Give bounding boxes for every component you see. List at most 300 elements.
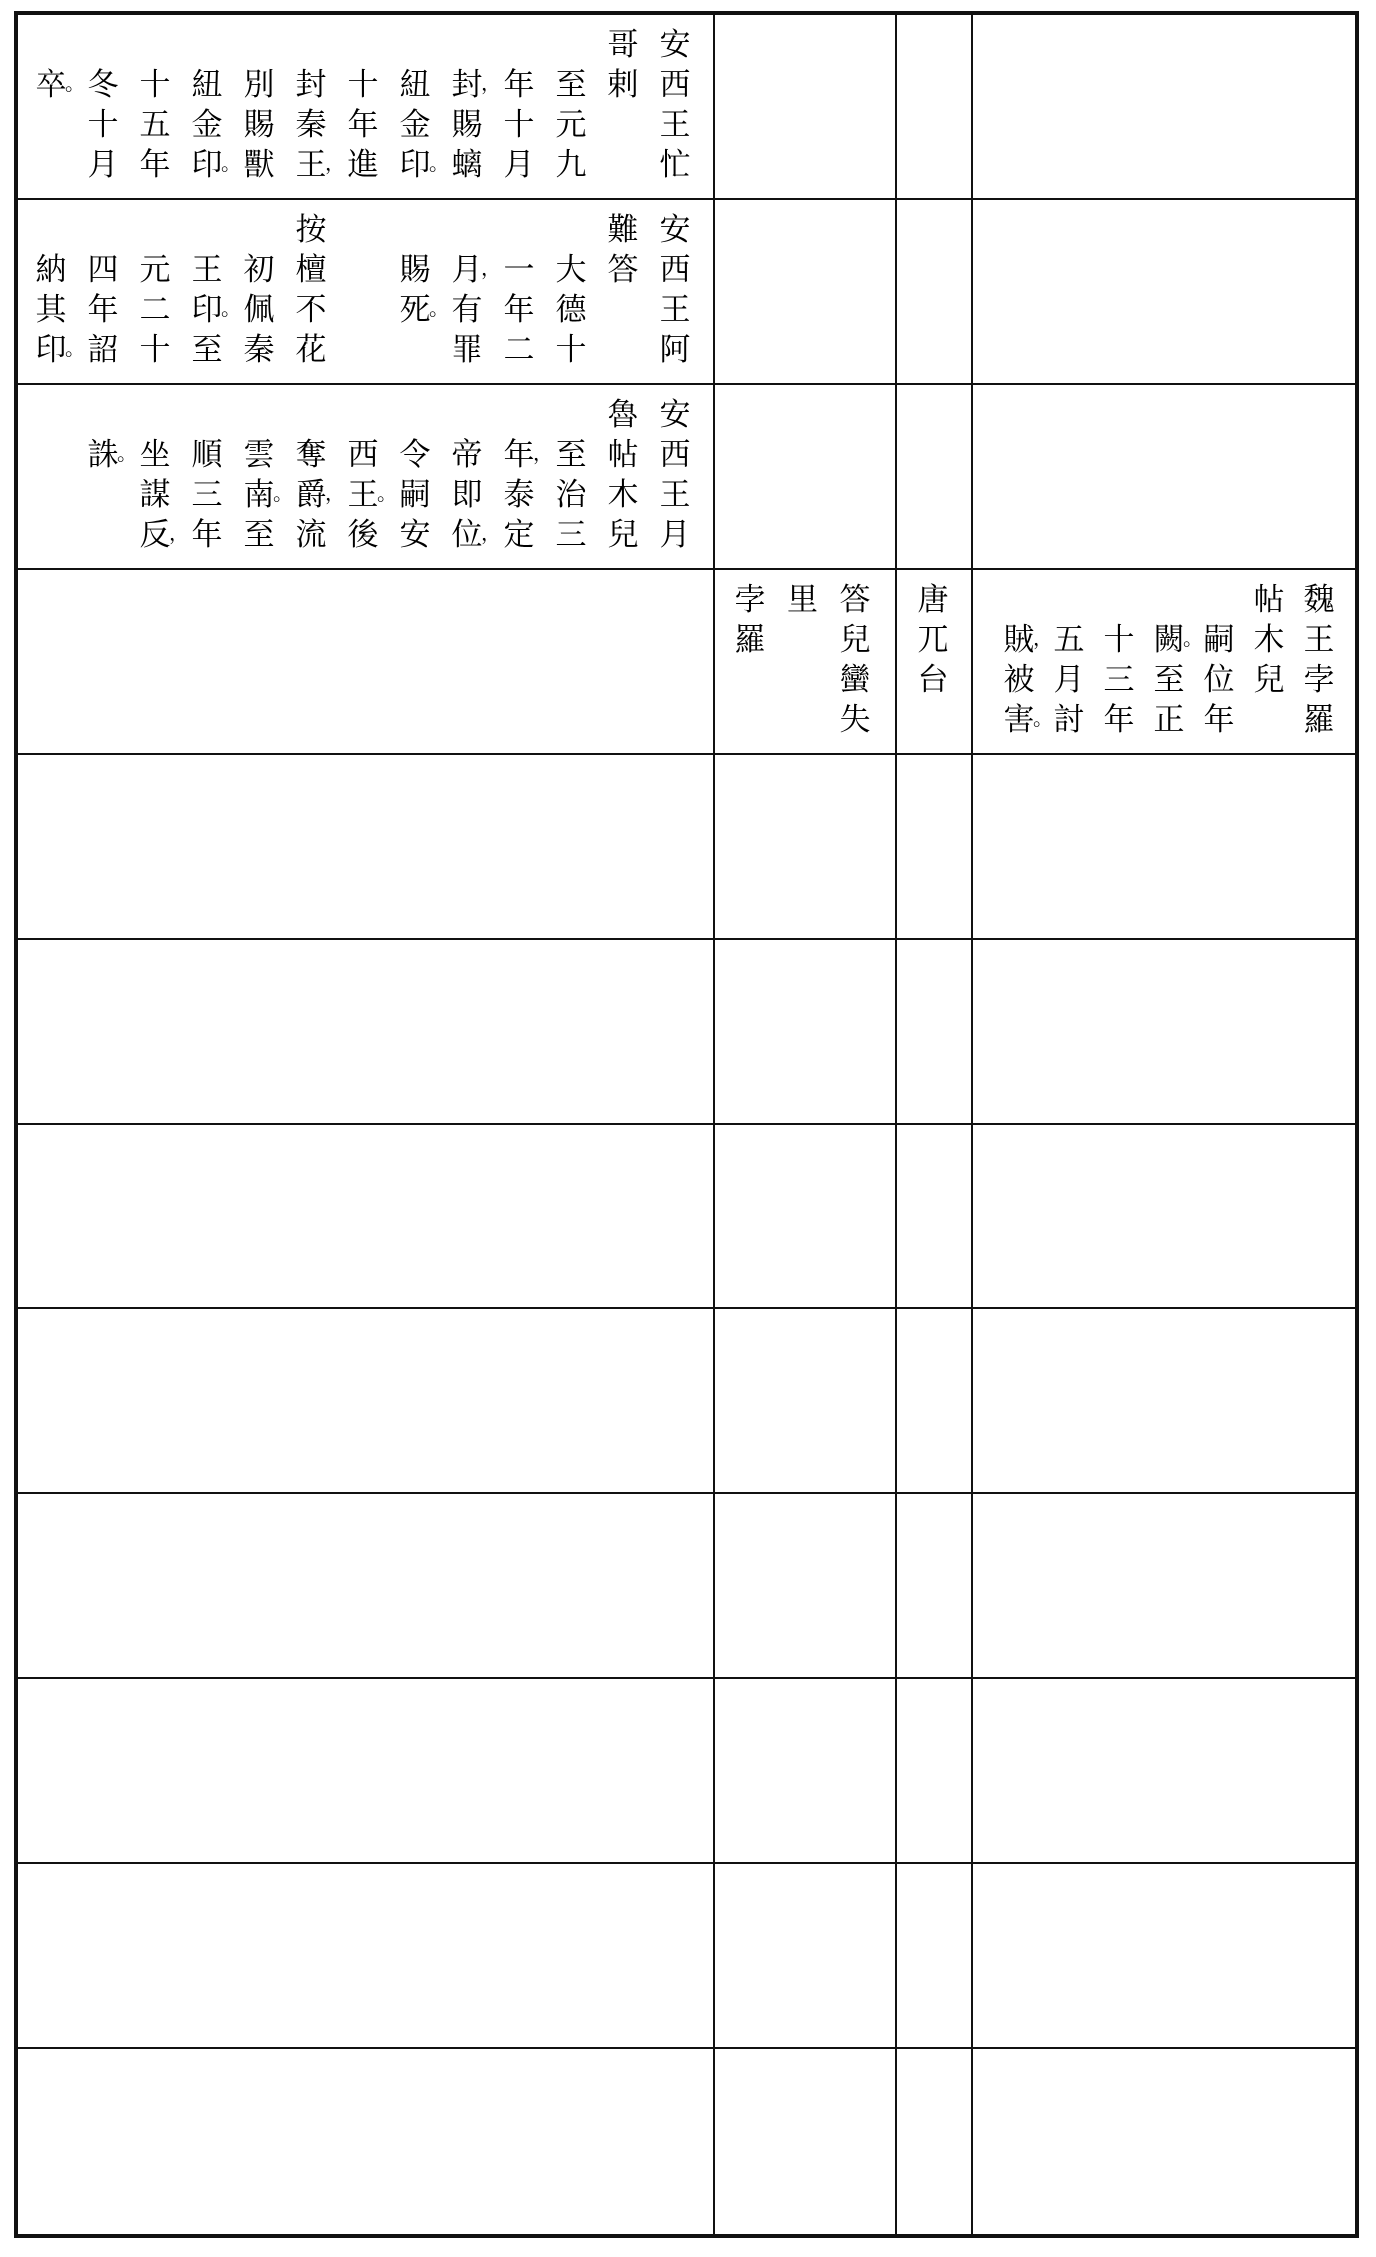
character-slot [551,475,591,515]
character: 年 [503,67,535,103]
character: 死 [399,291,431,328]
character: 正 [1153,701,1185,738]
character: 十 [555,331,587,368]
character: 四 [87,251,119,288]
character: 十 [87,107,119,143]
punctuation-mark: 。 [65,71,85,95]
character-slot [135,330,175,370]
character: 元 [139,251,171,288]
name-column [603,395,643,555]
character-slot [655,435,695,475]
character-slot [499,330,539,370]
character-slot [135,475,175,515]
character: 唐 [917,581,949,618]
character-slot [603,25,643,65]
punctuation-mark: ， [533,440,553,465]
character: 順 [191,436,223,473]
text-column [1149,620,1203,740]
character-slot [499,105,539,145]
character: 三 [1103,661,1135,698]
character-slot [499,145,539,185]
character: 年 [87,291,119,328]
name-column [730,580,770,660]
character: 討 [1053,701,1085,738]
name-column [835,580,875,740]
character-slot [343,475,397,515]
character: 安 [399,516,431,553]
table-cell [897,1679,973,1864]
character-slot [187,330,227,370]
character-slot [447,290,487,330]
character-slot [551,435,591,475]
table-cell [897,755,973,940]
table-cell [18,940,715,1125]
character-slot [343,515,383,555]
table-cell [973,570,1355,755]
table-cell [715,1864,897,2049]
character: 哥 [607,27,639,63]
character-slot [135,105,175,145]
punctuation-mark: ， [325,480,345,505]
character: 爵 [295,476,327,513]
punctuation-mark: 。 [1033,705,1053,730]
character-slot [551,250,591,290]
character-slot [395,145,449,185]
character: 賜 [243,107,275,143]
character: 大 [555,251,587,288]
table-cell [973,1494,1355,1679]
table-cell [897,570,973,755]
text-column [1199,620,1239,740]
character: 孛 [734,581,766,618]
punctuation-mark: 。 [117,440,137,465]
text-column [239,435,293,555]
table-cell [18,200,715,385]
table-cell [18,755,715,940]
text-column [291,65,345,185]
character: 王 [659,107,691,143]
character: 答 [839,581,871,618]
name-column [1249,580,1289,700]
character-slot [551,65,591,105]
punctuation-mark: 。 [221,295,241,320]
character: 安 [659,396,691,433]
character-slot [239,145,279,185]
character-slot [31,250,71,290]
character: 王 [659,476,691,513]
character-slot [187,435,227,475]
character-slot [83,65,123,105]
name-column [1299,580,1339,740]
name-column [603,210,643,290]
character: 十 [503,107,535,143]
character: 害 [1003,701,1035,738]
character-slot [187,515,227,555]
character: 嗣 [1203,621,1235,658]
table-cell [897,1309,973,1494]
character: 王 [1303,621,1335,658]
punctuation-mark: ， [481,520,501,545]
table-cell [715,570,897,755]
character-slot [187,105,227,145]
character-slot [291,435,331,475]
character-slot [83,145,123,185]
punctuation-mark: 。 [65,335,85,360]
character-slot [447,145,487,185]
character-slot [499,290,539,330]
character-slot [395,515,435,555]
character: 南 [243,476,275,513]
text-column [447,65,501,185]
character-slot [291,290,331,330]
punctuation-mark: 。 [377,480,397,505]
character-slot [395,290,449,330]
character-slot [83,435,137,475]
character: 木 [607,476,639,513]
text-column [187,250,241,370]
character: 年 [191,516,223,553]
character-slot [447,65,501,105]
character: 五 [139,107,171,143]
punctuation-mark: 。 [429,295,449,320]
character: 魯 [607,396,639,433]
punctuation-mark: ， [1033,625,1053,650]
character: 王 [347,476,379,513]
character-slot [1199,700,1239,740]
character: 秦 [295,107,327,143]
character-slot [835,580,875,620]
character: 西 [347,436,379,473]
character: 謀 [139,476,171,513]
character-slot [551,330,591,370]
table-cell [18,1679,715,1864]
character: 闕 [1153,621,1185,658]
character: 納 [35,251,67,288]
character-slot [835,620,875,660]
character-slot [187,475,227,515]
character-slot [655,145,695,185]
character-slot [239,475,293,515]
character: 失 [839,701,871,738]
character: 安 [659,211,691,248]
punctuation-mark: 。 [429,151,449,175]
character-slot [499,435,553,475]
character: 螭 [451,147,483,183]
character: 阿 [659,331,691,368]
character-slot [603,65,643,105]
character-slot [1049,620,1089,660]
character-slot [83,250,123,290]
table-cell [973,2049,1355,2234]
character: 印 [191,147,223,183]
character-slot [187,65,227,105]
character-slot [1099,660,1139,700]
character: 羅 [1303,701,1335,738]
character: 帖 [607,436,639,473]
character-slot [291,330,331,370]
character-slot [135,250,175,290]
character: 位 [1203,661,1235,698]
character-slot [999,660,1039,700]
character-slot [291,145,345,185]
character-slot [135,515,189,555]
character: 秦 [243,331,275,368]
character: 兒 [839,621,871,658]
character-slot [655,250,695,290]
character-slot [655,475,695,515]
character: 帖 [1253,581,1285,618]
table-cell [18,1864,715,2049]
character: 月 [659,516,691,553]
character: 十 [1103,621,1135,658]
character: 紐 [191,67,223,103]
character-slot [239,65,279,105]
character-slot [31,330,85,370]
text-column [135,65,175,185]
character-slot [291,65,331,105]
table-cell [715,15,897,200]
character: 月 [87,147,119,183]
table-cell [973,940,1355,1125]
character-slot [239,330,279,370]
character: 冬 [87,67,119,103]
character-slot [655,395,695,435]
character-slot [603,395,643,435]
character-slot [291,515,331,555]
character: 王 [295,147,327,183]
character-slot [1249,660,1289,700]
character: 一 [503,251,535,288]
character: 令 [399,436,431,473]
character-slot [291,210,331,250]
character-slot [551,105,591,145]
character-slot [395,65,435,105]
table-cell [18,570,715,755]
text-column [31,65,85,105]
character-slot [83,290,123,330]
character: 至 [243,516,275,553]
character: 嗣 [399,476,431,513]
character: 泰 [503,476,535,513]
table-cell [897,1864,973,2049]
character-slot [187,145,241,185]
character: 位 [451,516,483,553]
table-cell [973,1309,1355,1494]
table-cell [18,385,715,570]
character-slot [239,435,279,475]
text-column [187,65,241,185]
character: 三 [191,476,223,513]
table-cell [973,200,1355,385]
character: 至 [555,67,587,103]
name-column [655,210,695,370]
character-slot [343,435,383,475]
character: 里 [787,581,818,618]
character-slot [835,700,875,740]
character-slot [291,250,331,290]
character: 有 [451,291,483,328]
character-slot [913,620,953,660]
character-slot [291,475,345,515]
character: 年 [1203,701,1235,738]
character-slot [603,515,643,555]
character-slot [83,330,123,370]
character-slot [1199,660,1239,700]
character: 印 [191,291,223,328]
table-cell [897,940,973,1125]
character: 十 [139,331,171,368]
text-column [499,250,539,370]
character: 治 [555,476,587,513]
table-cell [897,1494,973,1679]
text-column [187,435,227,555]
character: 至 [191,331,223,368]
character-slot [343,105,383,145]
character: 獸 [243,147,275,183]
character-slot [135,145,175,185]
table-cell [715,2049,897,2234]
character: 忙 [659,147,691,183]
text-column [499,65,539,185]
table-cell [715,200,897,385]
text-column [551,65,591,185]
character-slot [913,580,953,620]
table-cell [715,1309,897,1494]
character-slot [447,435,487,475]
text-column [999,620,1053,740]
character-slot [1299,620,1339,660]
genealogy-table [14,11,1359,2238]
character-slot [1299,660,1339,700]
character: 初 [243,251,275,288]
text-column [1049,620,1089,740]
character: 雲 [243,436,275,473]
character: 賊 [1003,621,1035,658]
character-slot [551,145,591,185]
character-slot [1149,660,1189,700]
table-cell [715,1679,897,1864]
table-cell [18,1125,715,1310]
character-slot [499,250,539,290]
character: 封 [451,67,483,103]
character: 兒 [607,516,639,553]
name-column [291,210,331,370]
character: 坐 [139,436,171,473]
table-cell [715,940,897,1125]
character: 佩 [243,291,275,328]
character: 即 [451,476,483,513]
punctuation-mark: 。 [1183,625,1203,650]
character: 年 [503,436,535,473]
table-cell [18,15,715,200]
table-cell [18,1309,715,1494]
character-slot [655,210,695,250]
character-slot [730,580,770,620]
character: 二 [503,331,535,368]
text-column [239,250,279,370]
character: 剌 [607,67,639,103]
text-column [447,250,501,370]
character: 流 [295,516,327,553]
character: 月 [503,147,535,183]
punctuation-mark: 。 [221,151,241,175]
character: 紐 [399,67,431,103]
character: 三 [555,516,587,553]
character: 罪 [451,331,483,368]
character-slot [1149,620,1203,660]
character: 金 [191,107,223,143]
character-slot [31,290,71,330]
character: 兒 [1253,661,1285,698]
character-slot [603,250,643,290]
character-slot [1049,660,1089,700]
table-cell [18,2049,715,2234]
character: 兀 [917,621,949,658]
character-slot [187,290,241,330]
character-slot [395,475,435,515]
character: 年 [1103,701,1135,738]
character-slot [603,210,643,250]
name-column [655,25,695,185]
character: 年 [347,107,379,143]
character-slot [395,435,435,475]
name-column [603,25,643,105]
character: 別 [243,67,275,103]
character-slot [1299,700,1339,740]
character-slot [1249,580,1289,620]
character: 金 [399,107,431,143]
character: 五 [1053,621,1085,658]
character-slot [239,250,279,290]
text-column [343,435,397,555]
character: 封 [295,67,327,103]
character: 月 [451,251,483,288]
table-cell [897,2049,973,2234]
character: 反 [139,516,171,553]
text-column [135,250,175,370]
character: 檀 [295,251,327,288]
character-slot [343,145,383,185]
text-column [1099,620,1139,740]
character: 印 [399,147,431,183]
character-slot [655,105,695,145]
character: 蠻 [839,661,871,698]
character: 誅 [87,436,119,473]
character: 台 [917,661,949,698]
character-slot [999,620,1053,660]
character: 卒 [35,67,67,103]
punctuation-mark: ， [325,151,345,175]
table-cell [973,15,1355,200]
table-cell [715,755,897,940]
character-slot [655,330,695,370]
character-slot [655,290,695,330]
table-cell [897,385,973,570]
character: 難 [607,211,639,248]
character: 印 [35,331,67,368]
punctuation-mark: 。 [273,480,293,505]
character-slot [551,290,591,330]
character-slot [999,700,1053,740]
character: 年 [503,291,535,328]
character: 木 [1253,621,1285,658]
character: 進 [347,147,379,183]
name-column [913,580,953,700]
character: 賜 [451,107,483,143]
character-slot [551,515,591,555]
name-column [655,395,695,555]
text-column [395,250,449,330]
